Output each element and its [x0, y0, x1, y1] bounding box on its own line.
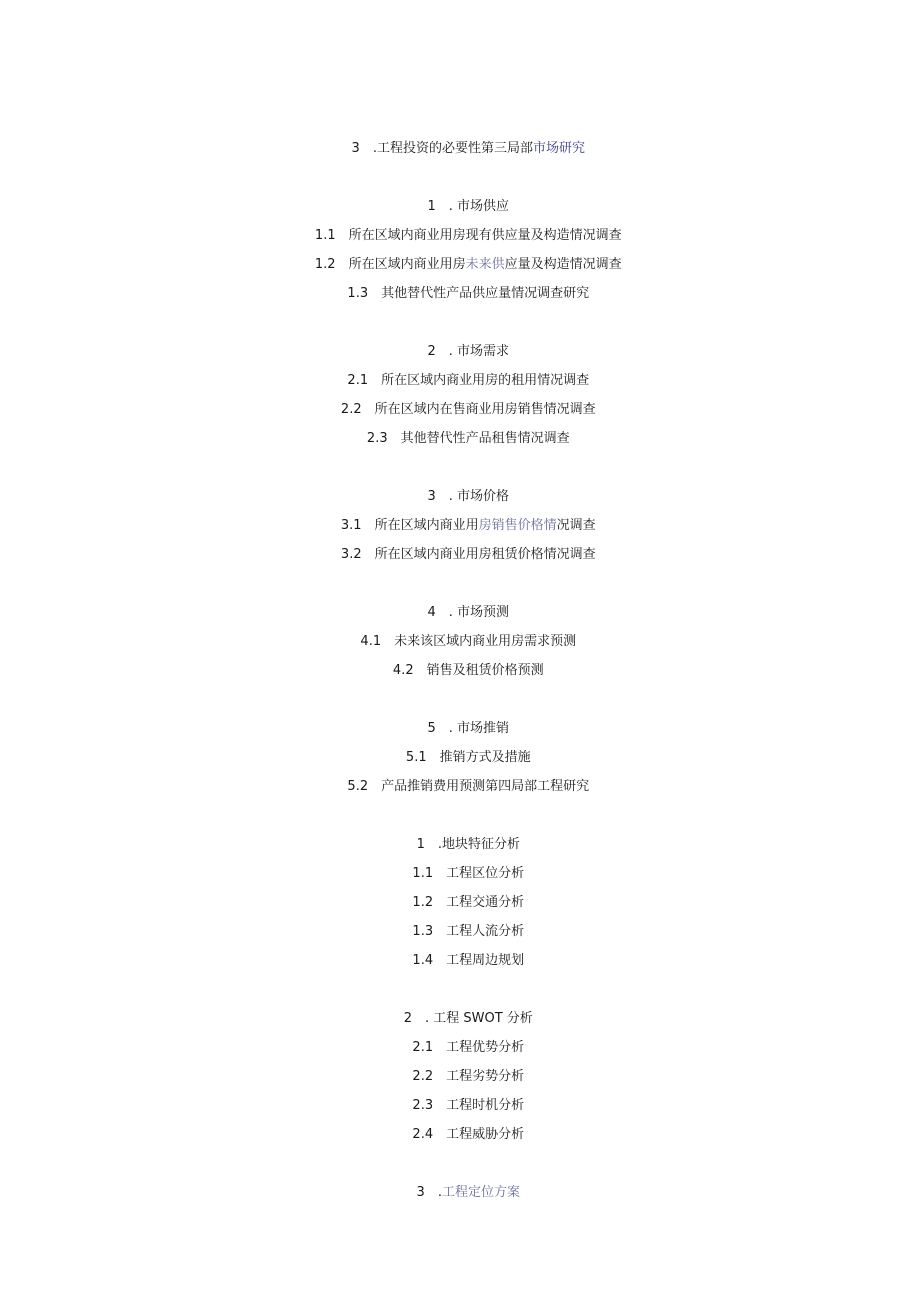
- line-text: 1.2 所在区域内商业用房: [314, 257, 466, 272]
- line-text: 4.1 未来该区域内商业用房需求预测: [360, 634, 577, 649]
- line-text: 2 . 市场需求: [427, 344, 510, 359]
- line-text: 1.4 工程周边规划: [412, 953, 525, 968]
- line-text: 况调查: [556, 518, 596, 533]
- line-text-highlight: 市场研究: [532, 141, 585, 156]
- item-5-2: [0, 760, 920, 814]
- item-3-2: [0, 528, 920, 582]
- line-text: 1.2 工程交通分析: [412, 895, 525, 910]
- line-text: 3.1 所在区域内商业用: [340, 518, 479, 533]
- line-text: 2.3 工程时机分析: [412, 1098, 525, 1113]
- item-4-2: [0, 644, 920, 698]
- line-text: 1 . 市场供应: [427, 199, 510, 214]
- line-text: 2.1 所在区域内商业用房的租用情况调查: [347, 373, 590, 388]
- line-text: 2 . 工程 SWOT 分析: [403, 1011, 533, 1026]
- line-text: 4 . 市场预测: [427, 605, 510, 620]
- line-text: 1.3 其他替代性产品供应量情况调查研究: [347, 286, 590, 301]
- part4-item-3-heading: [0, 1166, 920, 1220]
- line-text: 5.1 推销方式及措施: [405, 750, 531, 765]
- line-text: 1 .地块特征分析: [416, 837, 520, 852]
- line-text-highlight: 房销售价格情: [478, 518, 557, 533]
- item-2-3: [0, 412, 920, 466]
- line-text: 3 . 市场价格: [427, 489, 510, 504]
- line-text: 应量及构造情况调查: [504, 257, 622, 272]
- line-text-highlight: 未来供: [465, 257, 505, 272]
- line-text: 1.1 工程区位分析: [412, 866, 525, 881]
- line-text: 3 .: [416, 1185, 442, 1200]
- line-text: 3 .工程投资的必要性第三局部: [351, 141, 533, 156]
- line-text: 1.1 所在区域内商业用房现有供应量及构造情况调查: [314, 228, 622, 243]
- line-text-highlight: 工程定位方案: [441, 1185, 520, 1200]
- line-text: 2.4 工程威胁分析: [412, 1127, 525, 1142]
- section-3-heading: [0, 122, 920, 176]
- line-text: 3.2 所在区域内商业用房租赁价格情况调查: [340, 547, 596, 562]
- item-1-3: [0, 267, 920, 321]
- line-text: 2.3 其他替代性产品租售情况调查: [366, 431, 570, 446]
- line-text: 5.2 产品推销费用预测第四局部工程研究: [347, 779, 590, 794]
- line-text: 2.1 工程优势分析: [412, 1040, 525, 1055]
- part4-item-2-4: [0, 1108, 920, 1162]
- part4-item-1-4: [0, 934, 920, 988]
- line-text: 5 . 市场推销: [427, 721, 510, 736]
- line-text: 4.2 销售及租赁价格预测: [392, 663, 544, 678]
- line-text: 2.2 所在区域内在售商业用房销售情况调查: [340, 402, 596, 417]
- line-text: 1.3 工程人流分析: [412, 924, 525, 939]
- line-text: 2.2 工程劣势分析: [412, 1069, 525, 1084]
